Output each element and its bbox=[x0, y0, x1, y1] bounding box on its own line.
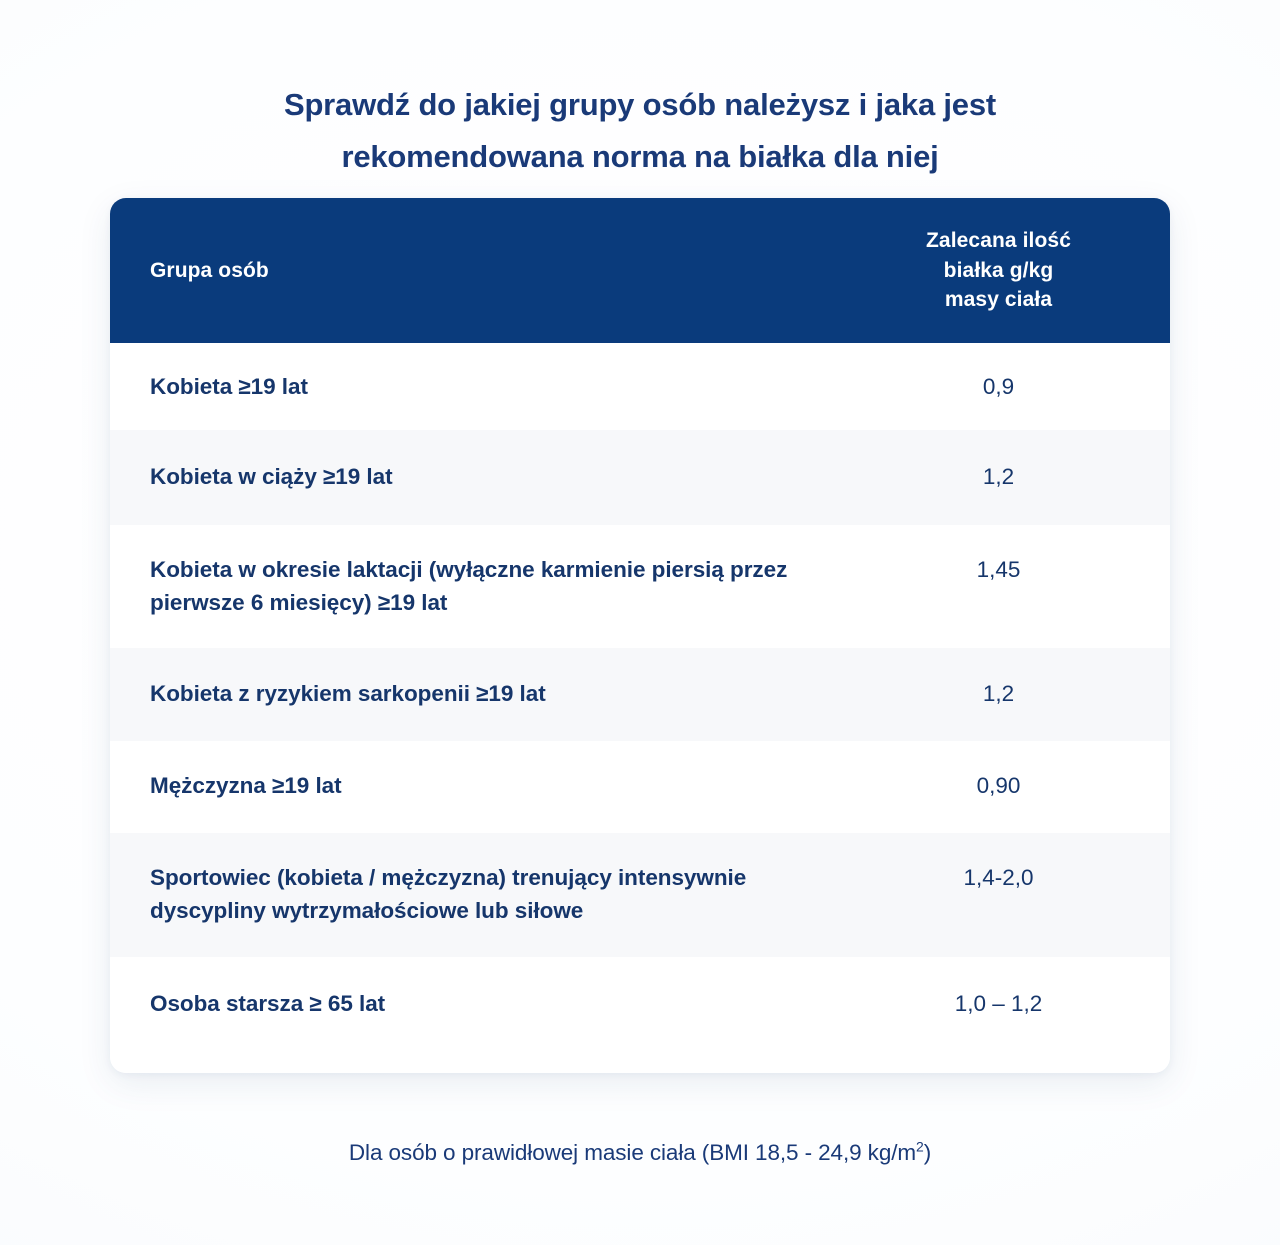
row-group-label: Kobieta w ciąży ≥19 lat bbox=[150, 464, 393, 490]
footnote-text-tail: ) bbox=[923, 1140, 932, 1165]
column-header-group bbox=[110, 198, 845, 343]
page-title-line-2: rekomendowana norma na białka dla niej bbox=[341, 138, 939, 174]
row-group-cell bbox=[110, 741, 845, 832]
row-amount-cell: 1,4-2,0 bbox=[963, 864, 1034, 890]
row-amount-cell: 1,2 bbox=[982, 464, 1015, 490]
page-title bbox=[160, 79, 1120, 183]
table-row bbox=[110, 741, 1170, 832]
row-group-cell bbox=[110, 648, 845, 741]
table-header-row bbox=[110, 198, 1170, 343]
row-group-label: Mężczyzna ≥19 lat bbox=[150, 773, 342, 799]
row-group-cell bbox=[110, 343, 845, 430]
row-amount-cell: 1,45 bbox=[976, 556, 1021, 582]
row-amount-cell: 0,9 bbox=[982, 374, 1015, 399]
column-header-group-label: Grupa osób bbox=[150, 258, 269, 282]
table-row bbox=[110, 833, 1170, 958]
table-row bbox=[110, 343, 1170, 430]
column-header-amount-line-3: masy ciała bbox=[944, 288, 1053, 312]
table-footnote bbox=[110, 1140, 1170, 1166]
table-row bbox=[110, 648, 1170, 741]
footnote-text: Dla osób o prawidłowej masie ciała (BMI 18,5 - 24,9 kg/m bbox=[348, 1140, 917, 1165]
row-group-cell bbox=[110, 430, 845, 524]
row-group-label: Kobieta ≥19 lat bbox=[150, 374, 308, 399]
row-group-label: Osoba starsza ≥ 65 lat bbox=[150, 991, 386, 1017]
protein-norms-table-card bbox=[110, 198, 1170, 1073]
row-group-label: Sportowiec (kobieta / mężczyzna) trenujący intensywnie dyscypliny wytrzymałościowe lub siłowe bbox=[150, 864, 747, 924]
column-header-amount-line-1: Zalecana ilość bbox=[926, 228, 1071, 252]
row-group-cell bbox=[110, 957, 845, 1072]
row-amount-cell: 1,2 bbox=[982, 681, 1015, 707]
row-amount-cell: 1,0 – 1,2 bbox=[954, 991, 1043, 1017]
table-row bbox=[110, 430, 1170, 524]
row-group-cell bbox=[110, 833, 845, 958]
row-group-label: Kobieta w okresie laktacji (wyłączne karmienie piersią przez pierwsze 6 miesięcy) ≥19 lat bbox=[150, 556, 788, 615]
table-row bbox=[110, 957, 1170, 1072]
row-group-label: Kobieta z ryzykiem sarkopenii ≥19 lat bbox=[150, 681, 546, 707]
footnote-superscript: 2 bbox=[916, 1138, 924, 1155]
table-row bbox=[110, 525, 1170, 649]
column-header-amount-line-2: białka g/kg bbox=[943, 258, 1054, 282]
column-header-amount bbox=[845, 198, 1170, 343]
page-title-line-1: Sprawdź do jakiej grupy osób należysz i jaka jest bbox=[283, 86, 997, 122]
row-amount-cell: 0,90 bbox=[976, 773, 1021, 799]
row-group-cell bbox=[110, 525, 845, 649]
